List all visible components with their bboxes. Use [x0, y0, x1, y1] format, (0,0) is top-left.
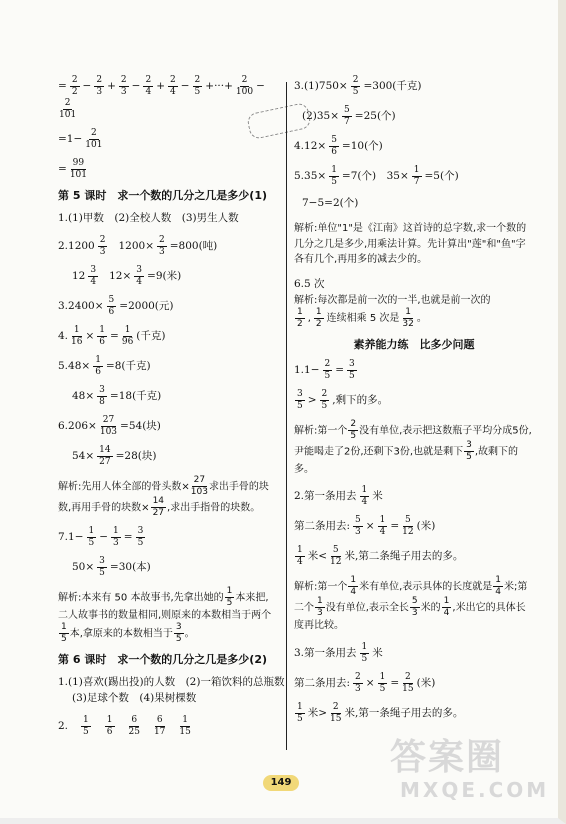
answer-r5b: 7−5=2(个): [302, 197, 359, 210]
answer-6-q1b: (3)足球个数 (4)果树棵数: [72, 692, 197, 705]
analysis-q6: 解析:先用人体全部的骨头数× $\frac{27}{103}$ 求出手骨的块数,再用手骨的块数× $\frac{14}{27}$ ,求出手指骨的块数。: [58, 474, 269, 518]
fraction: $\frac{1}{4}$: [350, 575, 357, 598]
answer-r5a: 5.35× $\frac{1}{5}$ =7(个) 35× $\frac{1}{7}$ =5(个): [294, 165, 459, 187]
fraction: $\frac{1}{7}$: [413, 165, 420, 187]
equation-line-2: [58, 129, 278, 150]
text: +···+: [205, 79, 233, 92]
fraction: $\frac{5}{12}$: [330, 545, 342, 568]
analysis-r5: 解析:单位"1"是《江南》这首诗的总字数,求一个数的几分之几是多少,用乘法计算。先计算出"莲"和"鱼"字各有几个,再用多的减去少的。: [294, 223, 527, 265]
fraction: $\frac{2}{101}$: [59, 98, 77, 120]
fraction: $\frac{1}{6}$: [99, 324, 106, 347]
fraction: $\frac{5}{6}$: [108, 294, 115, 317]
analysis-r6-b: $\frac{1}{2}$ , $\frac{1}{2}$ 连续相乘 5 次是 $\frac{1}{32}$ 。: [297, 307, 427, 329]
fraction: $\frac{1}{5}$: [297, 701, 303, 724]
answer-q6b: 54× $\frac{14}{27}$ =28(块): [72, 444, 157, 467]
answer-s2b: 第二条用去: $\frac{5}{3}$ × $\frac{1}{4}$ = $\frac{5}{12}$ (米): [294, 515, 436, 538]
left-column: [58, 75, 285, 746]
answer-q7b: 50× $\frac{3}{5}$ =30(本): [72, 555, 151, 578]
fraction: $\frac{5}{3}$: [411, 596, 418, 619]
fraction: $\frac{27}{103}$: [190, 474, 208, 497]
fraction: $\frac{1}{5}$: [331, 165, 337, 187]
answer-6-q2: 2. $\frac{1}{5}$ $\frac{1}{6}$ $\frac{6}{25}$ $\frac{6}{17}$ $\frac{1}{15}$: [58, 715, 191, 737]
fraction: $\frac{3}{5}$: [137, 525, 144, 548]
fraction: $\frac{3}{5}$: [349, 358, 355, 381]
fraction: $\frac{1}{5}$: [379, 671, 386, 694]
answer-s3a: 3.第一条用去 $\frac{1}{5}$ 米: [294, 641, 383, 664]
fraction: $\frac{2}{101}$: [85, 128, 103, 150]
analysis-q7: 解析:本来有 50 本故事书,先拿出她的 $\frac{1}{5}$ 本来把,二人故事书的数量相同,则原来的本数相当于两个 $\frac{1}{5}$ 本,拿原来的本数相当于 $\frac{3}{5}$ 。: [58, 585, 272, 645]
answer-q4: 4. $\frac{1}{16}$ × $\frac{1}{6}$ = $\frac{1}{96}$ (千克): [58, 324, 166, 347]
fraction: $\frac{3}{4}$: [136, 264, 143, 287]
analysis-s2: 解析:第一个 $\frac{1}{4}$ 米有单位,表示具体的长度就是 $\frac{1}{4}$ 米;第二个 $\frac{1}{3}$ 没有单位,表示全长 $\frac{5}{3}$ 米的 $\frac{1}{4}$ ,米出它的具体长度再比较。: [294, 575, 528, 632]
fraction: $\frac{3}{5}$: [175, 622, 182, 645]
equation-line-3: [58, 159, 278, 180]
fraction: $\frac{6}{25}$: [128, 715, 140, 737]
fraction: $\frac{1}{4}$: [495, 575, 502, 598]
answer-r6: 6.5 次: [294, 277, 325, 290]
analysis-r6-a: 解析:每次都是前一次的一半,也就是前一次的: [294, 294, 491, 306]
answer-q2a: 2.1200 $\frac{2}{3}$ 1200× $\frac{2}{3}$ =800(吨): [58, 234, 218, 257]
fraction: $\frac{1}{6}$: [95, 354, 101, 377]
answer-s3c: $\frac{1}{5}$ 米> $\frac{2}{15}$ 米,第一条绳子用去的多。: [297, 701, 464, 724]
watermark-logo: 答案圈 MXQE.COM: [390, 737, 550, 802]
fraction: $\frac{2}{5}$: [352, 75, 359, 97]
answer-q6a: 6.206× $\frac{27}{103}$ =54(块): [58, 414, 161, 437]
section-title-comparison: 素养能力练 比多少问题: [353, 338, 475, 351]
fraction: $\frac{1}{3}$: [317, 596, 323, 619]
text: =: [58, 79, 67, 92]
fraction: $\frac{99}{101}$: [69, 158, 87, 180]
text: =: [58, 162, 67, 175]
fraction: $\frac{5}{12}$: [402, 515, 414, 538]
fraction: $\frac{2}{5}$: [321, 388, 328, 411]
fraction: $\frac{1}{5}$: [361, 641, 368, 664]
analysis-s1: 解析:第一个 $\frac{2}{5}$ 没有单位,表示把这数瓶子平均分成5份,尹能喝走了2份,还剩下3份,也就是剩下 $\frac{3}{5}$ ,故剩下的多。: [294, 418, 532, 475]
fraction: $\frac{1}{2}$: [315, 307, 322, 329]
text: +: [107, 79, 116, 92]
fraction: $\frac{3}{5}$: [99, 555, 105, 578]
fraction: $\frac{2}{3}$: [99, 234, 106, 257]
fraction: $\frac{1}{6}$: [106, 715, 113, 737]
answer-r4: 4.12× $\frac{5}{6}$ =10(个): [294, 135, 383, 157]
fraction: $\frac{3}{4}$: [90, 264, 97, 287]
fraction: $\frac{3}{5}$: [466, 439, 472, 462]
fraction: $\frac{1}{5}$: [226, 585, 233, 608]
fraction: $\frac{2}{5}$: [324, 358, 331, 381]
text: =1−: [58, 132, 83, 145]
section-5-title: 第 5 课时 求一个数的几分之几是多少(1): [58, 189, 268, 202]
fraction: $\frac{2}{3}$: [96, 75, 103, 97]
answer-q7a: 7.1− $\frac{1}{5}$ − $\frac{1}{3}$ = $\frac{3}{5}$: [58, 525, 144, 548]
fraction: $\frac{2}{4}$: [170, 75, 176, 97]
fraction: $\frac{5}{7}$: [344, 105, 350, 127]
fraction: $\frac{1}{96}$: [121, 324, 134, 347]
fraction: $\frac{3}{5}$: [297, 388, 303, 411]
fraction: $\frac{2}{3}$: [159, 234, 165, 257]
fraction: $\frac{14}{27}$: [99, 444, 111, 467]
fraction: $\frac{1}{4}$: [443, 596, 450, 619]
text: −: [131, 79, 141, 92]
fraction: $\frac{5}{3}$: [355, 515, 361, 538]
answer-s3b: 第二条用去: $\frac{2}{3}$ × $\frac{1}{5}$ = $\frac{2}{15}$ (米): [294, 671, 436, 694]
fraction: $\frac{1}{5}$: [88, 525, 95, 548]
equation-line-1: [58, 76, 278, 120]
column-divider: [286, 82, 287, 750]
section-6-title: 第 6 课时 求一个数的几分之几是多少(2): [58, 653, 268, 667]
fraction: $\frac{1}{4}$: [361, 485, 368, 508]
fraction: $\frac{2}{2}$: [71, 75, 78, 97]
answer-r3b: (2)35× $\frac{5}{7}$ =25(个): [302, 105, 396, 127]
page-number: 149: [263, 775, 299, 791]
fraction: $\frac{2}{5}$: [350, 418, 357, 441]
fraction: $\frac{1}{32}$: [402, 307, 414, 329]
answer-s2a: 2.第一条用去 $\frac{1}{4}$ 米: [294, 485, 383, 508]
fraction: $\frac{2}{3}$: [355, 671, 361, 694]
text: +: [156, 79, 165, 92]
answer-s1b: $\frac{3}{5}$ > $\frac{2}{5}$ ,剩下的多。: [297, 388, 389, 411]
fraction: $\frac{5}{6}$: [331, 135, 337, 157]
answer-r3a: 3.(1)750× $\frac{2}{5}$ =300(千克): [294, 75, 422, 97]
fraction: $\frac{1}{4}$: [297, 545, 303, 568]
fraction: $\frac{14}{27}$: [152, 495, 165, 518]
text: −: [256, 79, 265, 92]
answer-s1a: 1.1− $\frac{2}{5}$ = $\frac{3}{5}$: [294, 358, 355, 381]
fraction: $\frac{6}{17}$: [153, 715, 166, 737]
fraction: $\frac{3}{8}$: [99, 384, 105, 407]
fraction: $\frac{1}{2}$: [297, 307, 303, 329]
fraction: $\frac{1}{15}$: [179, 715, 191, 737]
fraction: $\frac{2}{3}$: [120, 75, 127, 97]
fraction: $\frac{2}{15}$: [330, 701, 342, 724]
answer-s2c: $\frac{1}{4}$ 米< $\frac{5}{12}$ 米,第二条绳子用去的多。: [297, 545, 464, 568]
answer-6-q1a: 1.(1)喜欢(踢出投)的人数 (2)一箱饮料的总瓶数: [58, 676, 285, 689]
answer-q5a: 5.48× $\frac{1}{6}$ =8(千克): [58, 354, 151, 377]
answer-q1: 1.(1)甲数 (2)全校人数 (3)男生人数: [58, 212, 239, 225]
answer-q3: 3.2400× $\frac{5}{6}$ =2000(元): [58, 294, 174, 317]
right-column: [294, 76, 534, 733]
answer-q2b: 12 $\frac{3}{4}$ 12× $\frac{3}{4}$ =9(米): [72, 264, 182, 287]
fraction: $\frac{1}{4}$: [379, 515, 386, 538]
fraction: $\frac{2}{5}$: [194, 75, 201, 97]
fraction: $\frac{1}{3}$: [113, 525, 119, 548]
fraction: $\frac{2}{100}$: [235, 75, 254, 97]
fraction: $\frac{2}{15}$: [402, 671, 414, 694]
answer-q5b: 48× $\frac{3}{8}$ =18(千克): [72, 384, 162, 407]
text: −: [82, 79, 92, 92]
fraction: $\frac{27}{103}$: [99, 414, 118, 437]
fraction: $\frac{1}{16}$: [71, 324, 83, 347]
fraction: $\frac{1}{5}$: [83, 715, 89, 737]
text: −: [180, 79, 190, 92]
fraction: $\frac{2}{4}$: [145, 75, 152, 97]
fraction: $\frac{1}{5}$: [61, 622, 67, 645]
